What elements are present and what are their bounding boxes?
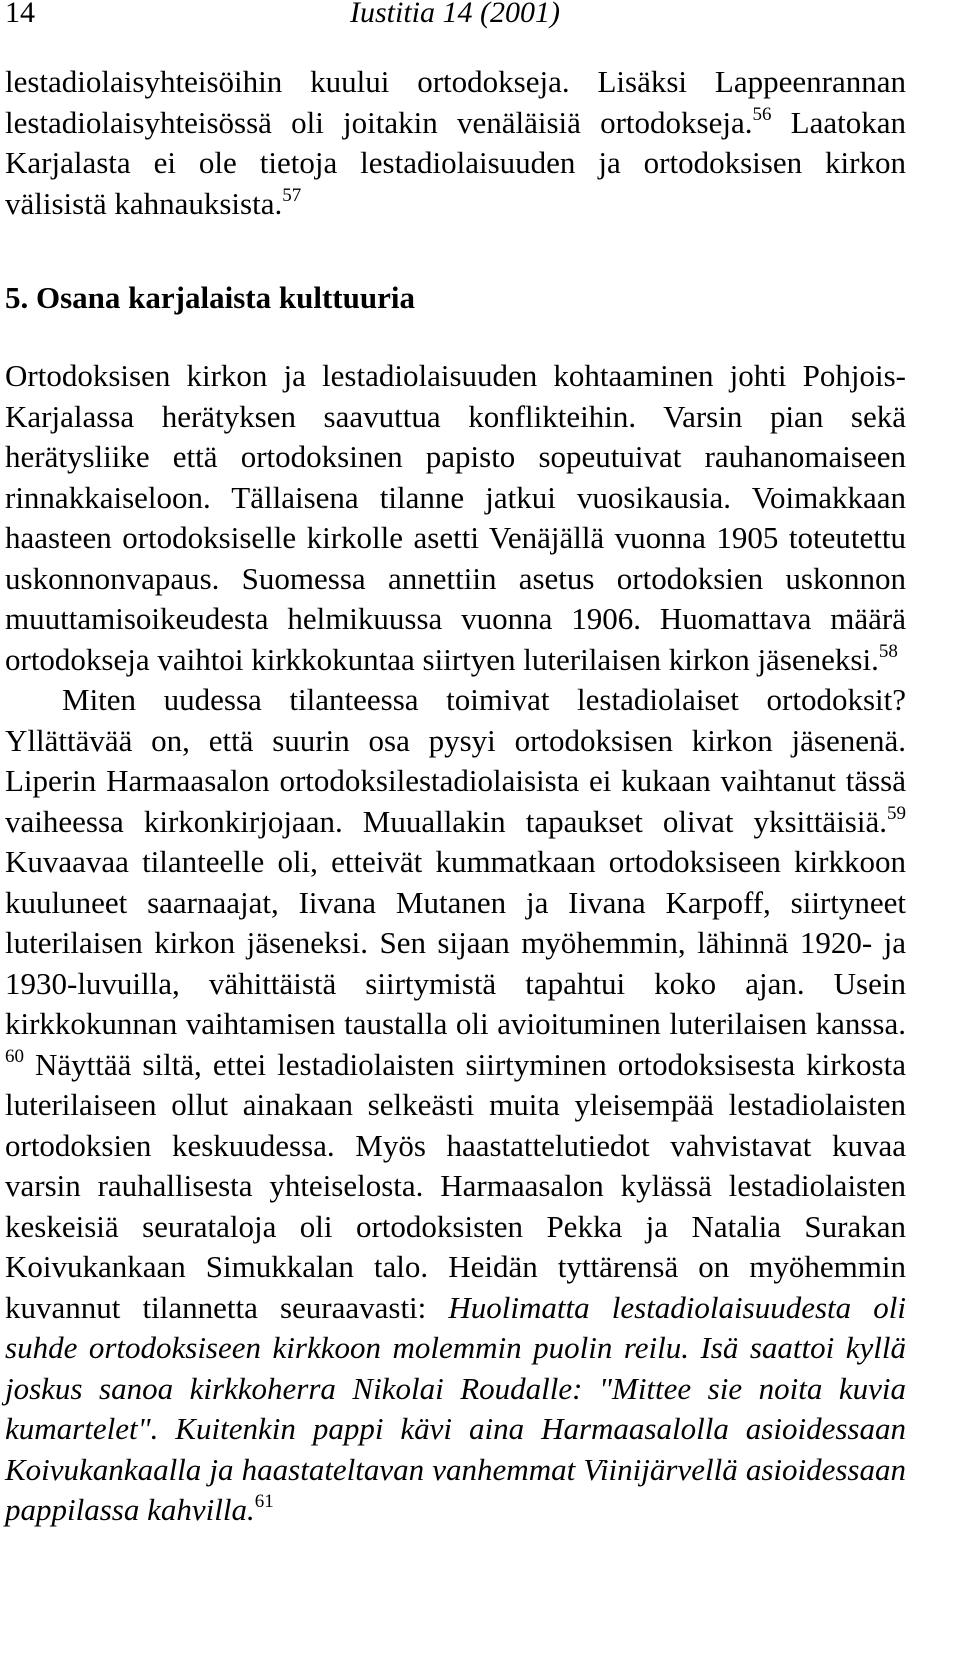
paragraph-section-2-text: Miten uudessa tilanteessa toimivat lestadiolaiset ortodoksit? Yllättävää on, että suurin osa pysyi ortodoksisen kirkon jäsenenä. Liperin Harmaasalon ortodoksilestadiolaisista ei kukaan vaihtanut tässä vaiheessa kirkonkirjojaan. Muuallakin tapaukset olivat yksittäisiä. [5,682,906,839]
paragraph-section-2-text-2: Kuvaavaa tilanteelle oli, etteivät kummatkaan ortodoksiseen kirkkoon kuuluneet saarnaajat, Iivana Mutanen ja Iivana Karpoff, siirtyneet luterilaisen kirkon jäseneksi. Sen sijaan myöhemmin, lähinnä 1920- ja 1930-luvuilla, vähittäistä siirtymistä tapahtui koko ajan. Usein kirkkokunnan vaihtamisen taustalla oli avioituminen luterilaisen kanssa. [5,844,906,1041]
paragraph-intro-text-2: Laatokan Karjalasta ei ole tietoja lestadiolaisuuden ja ortodoksisen kirkon välisistä kahnauksista. [5,104,906,221]
paragraph-section-1 [5,356,906,680]
paragraph-section-2 [5,680,906,1531]
paragraph-section-2-text-3: Näyttää siltä, ettei lestadiolaisten siirtyminen ortodoksisesta kirkosta luterilaiseen ollut ainakaan selkeästi muita yleisempää lestadiolaisten ortodoksien keskuudessa. Myös haastattelutiedot vahvistavat kuvaa varsin rauhallisesta yhteiselosta. Harmaasalon kylässä lestadiolaisten keskeisiä seurataloja oli ortodoksisten Pekka ja Natalia Surakan Koivukankaan Simukkalan talo. Heidän tyttärensä on myöhemmin kuvannut tilannetta seuraavasti: [5,1046,906,1325]
page-number: 14 [5,0,35,29]
footnote-ref-61[interactable]: 61 [254,1491,274,1512]
footnote-ref-58[interactable]: 58 [878,640,898,662]
footnote-ref-56[interactable]: 56 [752,103,772,125]
interview-quote: Huolimatta lestadiolaisuudesta oli suhde ortodoksiseen kirkkoon molemmin puolin reilu. Isä saattoi kyllä joskus sanoa kirkkoherra Nikolai Roudalle: "Mittee sie noita kuvia kumartelet". Kuitenkin pappi kävi aina Harmaasalolla asioidessaan Koivukankaalla ja haastateltavan vanhemmat Viinijärvellä asioidessaan pappilassa kahvilla. [5,1289,906,1527]
footnote-ref-57[interactable]: 57 [282,184,302,206]
section-heading: 5. Osana karjalaista kulttuuria [5,280,415,315]
paragraph-intro [5,62,906,224]
paragraph-intro-text: lestadiolaisyhteisöihin kuului ortodokseja. Lisäksi Lappeenrannan lestadiolaisyhteisössä oli joitakin venäläisiä ortodokseja. [5,64,906,140]
running-header [5,0,906,62]
journal-title: Iustitia 14 (2001) [350,0,560,29]
paragraph-section-1-text: Ortodoksisen kirkon ja lestadiolaisuuden kohtaaminen johti Pohjois-Karjalassa herätyksen saavuttua konflikteihin. Varsin pian sekä herätysliike että ortodoksinen papisto sopeutuivat rauhanomaiseen rinnakkaiseloon. Tällaisena tilanne jatkui vuosikausia. Voimakkaan haasteen ortodoksiselle kirkolle asetti Venäjällä vuonna 1905 toteutettu uskonnonvapaus. Suomessa annettiin asetus ortodoksien uskonnon muuttamisoikeudesta helmikuussa vuonna 1906. Huomattava määrä ortodokseja vaihtoi kirkkokuntaa siirtyen luterilaisen kirkon jäseneksi. [5,358,906,677]
footnote-ref-59[interactable]: 59 [887,802,906,824]
footnote-ref-60[interactable]: 60 [5,1045,24,1067]
